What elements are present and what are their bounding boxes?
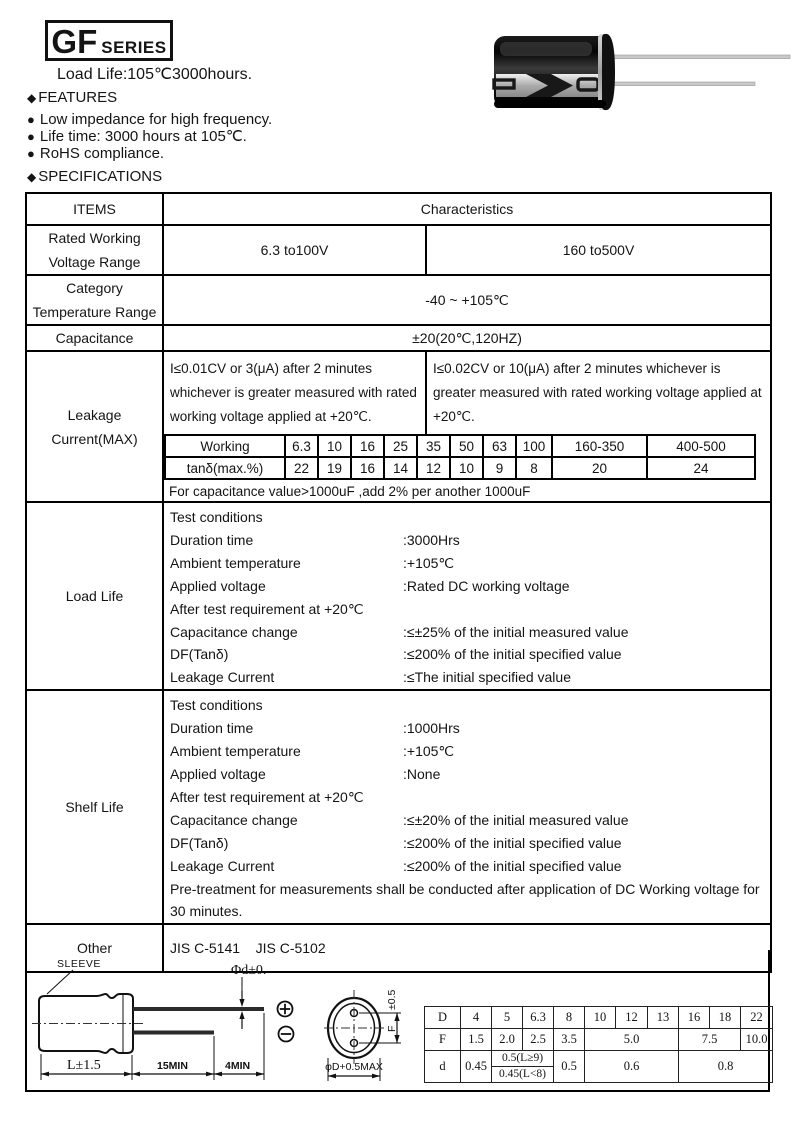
features-heading-label: FEATURES	[38, 89, 118, 106]
dim-header-d: d	[425, 1051, 461, 1083]
spec-line	[170, 598, 762, 621]
spec-line	[170, 694, 762, 717]
leakage-characteristics	[163, 351, 771, 502]
series-suffix: SERIES	[101, 38, 167, 57]
dim-cell: 0.8	[679, 1051, 773, 1083]
working-cell: 35	[417, 435, 450, 457]
spec-line	[170, 855, 762, 878]
working-cell: 10	[318, 435, 351, 457]
load-life-row	[26, 502, 771, 690]
pitch-label: F	[386, 1025, 398, 1032]
tan-cell: 14	[384, 457, 417, 479]
leakage-item	[26, 351, 163, 502]
spec-line-label: Test conditions	[170, 509, 263, 525]
dim-row-F	[425, 1029, 773, 1051]
body-length-label: L±1.5	[67, 1058, 101, 1073]
dim-split-top: 0.5(L≥9)	[492, 1051, 553, 1067]
capacitance-item: Capacitance	[26, 325, 163, 351]
dim-cell: 1.5	[461, 1029, 492, 1051]
features-heading	[27, 89, 117, 106]
spec-line-value: :≤±25% of the initial measured value	[403, 623, 629, 640]
dim-cell: 10.0	[741, 1029, 773, 1051]
end-view	[324, 990, 384, 1064]
spec-line-value: :≤The initial specified value	[403, 669, 571, 686]
dim-cell: 6.3	[523, 1007, 554, 1029]
dim-cell: 4	[461, 1007, 492, 1029]
leakage-note: For capacitance value>1000uF ,add 2% per another 1000uF	[169, 484, 531, 499]
working-cell: 50	[450, 435, 483, 457]
spec-line-label: After test requirement at +20℃	[170, 600, 364, 617]
lead-bottom	[606, 82, 755, 86]
category-temp-item	[26, 275, 163, 325]
tan-cell: 12	[417, 457, 450, 479]
working-cell: 63	[483, 435, 516, 457]
specifications-heading-label: SPECIFICATIONS	[38, 168, 163, 185]
tan-cell: 20	[552, 457, 647, 479]
item-label-line: Voltage Range	[48, 254, 141, 270]
dim-cell: 18	[710, 1007, 741, 1029]
spec-line-value: :≤200% of the initial specified value	[403, 646, 622, 663]
dim-cell: 0.6	[585, 1051, 679, 1083]
tan-cell: 22	[285, 457, 318, 479]
spec-line-value	[403, 786, 762, 809]
feature-text: Low impedance for high frequency.	[39, 111, 273, 128]
category-temp-row	[26, 275, 771, 325]
feature-text: RoHS compliance.	[39, 145, 165, 162]
leakage-low-voltage-text: I≤0.01CV or 3(μA) after 2 minutes whichever is greater measured with rated working voltage applied at +20℃.	[164, 352, 427, 434]
lead-diameter-label: Φd±0.	[231, 963, 267, 978]
series-name: GF	[51, 23, 98, 60]
dim-cell: 5.0	[585, 1029, 679, 1051]
capacitor-photo	[488, 24, 793, 116]
spec-line-value	[403, 694, 762, 717]
capacitance-row	[26, 325, 771, 351]
spec-line-value: :≤200% of the initial specified value	[403, 834, 622, 851]
dim-cell: 16	[679, 1007, 710, 1029]
spec-line-label: Capacitance change	[170, 623, 298, 640]
load-life-item: Load Life	[26, 502, 163, 690]
dim-cell: 5	[492, 1007, 523, 1029]
leakage-texts	[164, 352, 770, 434]
spec-line-label: Duration time	[170, 720, 254, 737]
spec-line-label: After test requirement at +20℃	[170, 788, 364, 805]
load-life-characteristics	[163, 502, 771, 690]
tan-delta-row	[165, 457, 755, 479]
dim-cell: 0.5	[554, 1051, 585, 1083]
dim-cell: 2.5	[523, 1029, 554, 1051]
series-logo-box	[45, 20, 173, 61]
spec-line-label: Capacitance change	[170, 811, 298, 828]
table-header-row	[26, 193, 771, 225]
working-cell: 100	[516, 435, 552, 457]
dim-cell: 12	[616, 1007, 648, 1029]
spec-line-value	[403, 506, 762, 529]
items-header: ITEMS	[26, 193, 163, 225]
lead-length-label: 15MIN	[157, 1060, 188, 1072]
working-label: Working	[165, 435, 285, 457]
dim-cell: 10	[585, 1007, 616, 1029]
spec-line	[170, 506, 762, 529]
lead-tip-label: 4MIN	[225, 1060, 251, 1072]
pitch-tolerance-label: ±0.5	[386, 989, 398, 1010]
polarity-minus-icon	[279, 1027, 294, 1042]
tan-cell: 19	[318, 457, 351, 479]
spec-line	[170, 809, 762, 832]
spec-line-value: :≤200% of the initial specified value	[403, 857, 622, 874]
sleeve-label: SLEEVE	[57, 958, 101, 970]
tan-delta-label: tanδ(max.%)	[165, 457, 285, 479]
specifications-heading	[27, 168, 162, 185]
spec-line-label: DF(Tanδ)	[170, 646, 229, 663]
tan-cell: 24	[647, 457, 755, 479]
spec-line	[170, 575, 762, 598]
dim-split-bottom: 0.45(L<8)	[498, 1068, 547, 1080]
dim-header-D: D	[425, 1007, 461, 1029]
features-list	[27, 111, 272, 162]
leakage-row	[26, 351, 771, 502]
feature-text: Life time: 3000 hours at 105℃.	[39, 128, 247, 145]
bullet-icon: ●	[27, 112, 35, 127]
dim-cell: 8	[554, 1007, 585, 1029]
item-label-line: Current(MAX)	[51, 430, 138, 447]
dim-row-D	[425, 1007, 773, 1029]
dim-cell: 13	[648, 1007, 679, 1029]
other-item: Other	[26, 924, 163, 972]
feature-item	[27, 145, 272, 162]
shelf-life-row	[26, 690, 771, 924]
drawing-lead-top	[133, 1007, 264, 1011]
polarity-plus-icon	[278, 1002, 293, 1017]
dim-cell-split	[492, 1051, 554, 1083]
feature-item	[27, 111, 272, 128]
spec-line-label: DF(Tanδ)	[170, 834, 229, 851]
spec-line	[170, 621, 762, 644]
rated-voltage-low: 6.3 to100V	[163, 225, 426, 275]
lead-top	[606, 55, 790, 59]
item-label-line: Temperature Range	[32, 304, 157, 320]
diamond-icon: ◆	[27, 90, 37, 105]
diamond-icon: ◆	[27, 169, 37, 184]
spec-line-value: :+105℃	[403, 743, 455, 760]
spec-line	[170, 832, 762, 855]
dim-header-F: F	[425, 1029, 461, 1051]
dim-cell: 3.5	[554, 1029, 585, 1051]
item-label-line: Category	[66, 280, 123, 296]
spec-line	[170, 666, 762, 689]
dim-cell: 22	[741, 1007, 773, 1029]
shelf-life-characteristics	[163, 690, 771, 924]
spec-line	[170, 740, 762, 763]
tan-cell: 9	[483, 457, 516, 479]
rated-voltage-high: 160 to500V	[426, 225, 771, 275]
working-cell: 6.3	[285, 435, 318, 457]
rated-voltage-row	[26, 225, 771, 275]
spec-line-label: Applied voltage	[170, 765, 266, 782]
bullet-icon: ●	[27, 146, 35, 161]
spec-line-value: :≤±20% of the initial measured value	[403, 811, 629, 828]
spec-line	[170, 717, 762, 740]
dimension-drawing-section	[25, 950, 770, 1092]
capacitance-value: ±20(20℃,120HZ)	[163, 325, 771, 351]
spec-line-value: :None	[403, 765, 441, 782]
tan-cell: 8	[516, 457, 552, 479]
bullet-icon: ●	[27, 129, 35, 144]
spec-line	[170, 786, 762, 809]
spec-line	[170, 643, 762, 666]
spec-line-label: Ambient temperature	[170, 554, 301, 571]
rated-voltage-item	[26, 225, 163, 275]
spec-line-label: Leakage Current	[170, 669, 275, 686]
spec-line-label: Ambient temperature	[170, 743, 301, 760]
working-cell: 400-500	[647, 435, 755, 457]
feature-item	[27, 128, 272, 145]
tan-cell: 16	[351, 457, 384, 479]
working-cell: 160-350	[552, 435, 647, 457]
dim-cell: 0.45	[461, 1051, 492, 1083]
characteristics-header: Characteristics	[163, 193, 771, 225]
dim-cell: 7.5	[679, 1029, 741, 1051]
leakage-high-voltage-text: I≤0.02CV or 10(μA) after 2 minutes whichever is greater measured with rated working voltage applied at +20℃.	[433, 361, 762, 424]
spec-line	[170, 763, 762, 786]
shelf-life-note: Pre-treatment for measurements shall be conducted after application of DC Working voltage for 30 minutes.	[170, 880, 760, 920]
drawing-lead-bottom	[133, 1031, 214, 1035]
spec-line-label: Applied voltage	[170, 577, 266, 594]
spec-line-label: Leakage Current	[170, 857, 275, 874]
spec-line-value: :3000Hrs	[403, 531, 460, 548]
diameter-label: φD+0.5MAX	[325, 1061, 383, 1073]
tan-cell: 10	[450, 457, 483, 479]
shelf-life-item: Shelf Life	[26, 690, 163, 924]
working-cell: 16	[351, 435, 384, 457]
spec-line-value: :+105℃	[403, 554, 455, 571]
spec-line-value: :Rated DC working voltage	[403, 577, 570, 594]
dim-row-d	[425, 1051, 773, 1083]
item-label-line: Leakage	[67, 406, 122, 423]
spec-line-label: Test conditions	[170, 697, 263, 714]
dimension-table	[424, 1006, 773, 1083]
spec-line	[170, 552, 762, 575]
other-value: JIS C-5141 JIS C-5102	[163, 924, 771, 972]
spec-line-value: :1000Hrs	[403, 720, 460, 737]
category-temp-value: -40 ~ +105℃	[163, 275, 771, 325]
load-life-subtitle: Load Life:105℃3000hours.	[57, 66, 253, 83]
working-voltage-row	[165, 435, 755, 457]
dim-cell: 2.0	[492, 1029, 523, 1051]
item-label-line: Rated Working	[48, 230, 141, 246]
spec-line	[170, 529, 762, 552]
working-cell: 25	[384, 435, 417, 457]
spec-line-label: Duration time	[170, 531, 254, 548]
tan-delta-table	[164, 434, 756, 480]
spec-line-value	[403, 598, 762, 621]
specifications-table	[25, 192, 772, 973]
